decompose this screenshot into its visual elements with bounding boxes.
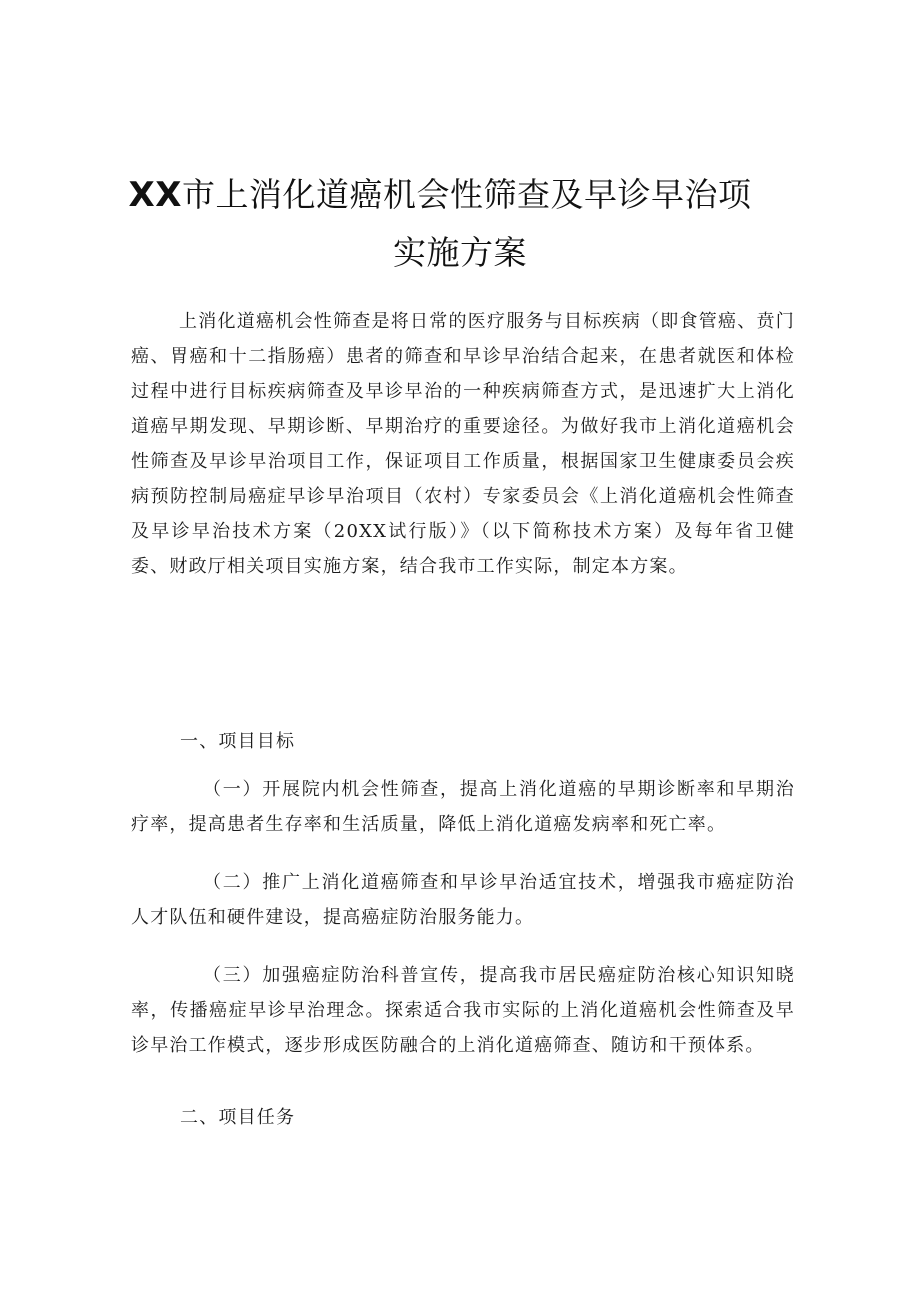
title-line-1-text: 市上消化道癌机会性筛查及早诊早治项: [181, 175, 752, 214]
goal-item-2: （二）推广上消化道癌筛查和早诊早治适宜技术，增强我市癌症防治人才队伍和硬件建设，提高癌症防治服务能力。: [131, 872, 795, 928]
document-title-line-1: [0, 175, 900, 215]
goal-item-1: （一）开展院内机会性筛查，提高上消化道癌的早期诊断率和早期治疗率，提高患者生存率和生活质量，降低上消化道癌发病率和死亡率。: [131, 779, 795, 835]
title-prefix: XX: [128, 175, 182, 215]
document-title-line-2: 实施方案: [393, 233, 527, 272]
goal-item-3: （三）加强癌症防治科普宣传，提高我市居民癌症防治核心知识知晓率，传播癌症早诊早治理念。探索适合我市实际的上消化道癌机会性筛查及早诊早治工作模式，逐步形成医防融合的上消化道癌筛查、随访和干预体系。: [131, 965, 795, 1056]
section-heading-tasks: 二、项目任务: [180, 1107, 296, 1128]
section-heading-goals: 一、项目目标: [180, 731, 296, 752]
intro-paragraph: 上消化道癌机会性筛查是将日常的医疗服务与目标疾病（即食管癌、贲门癌、胃癌和十二指肠癌）患者的筛查和早诊早治结合起来，在患者就医和体检过程中进行目标疾病筛查及早诊早治的一种疾病筛查方式，是迅速扩大上消化道癌早期发现、早期诊断、早期治疗的重要途径。为做好我市上消化道癌机会性筛查及早诊早治项目工作，保证项目工作质量，根据国家卫生健康委员会疾病预防控制局癌症早诊早治项目（农村）专家委员会《上消化道癌机会性筛查及早诊早治技术方案（20XX试行版）》（以下简称技术方案）及每年省卫健委、财政厅相关项目实施方案，结合我市工作实际，制定本方案。: [131, 311, 795, 577]
